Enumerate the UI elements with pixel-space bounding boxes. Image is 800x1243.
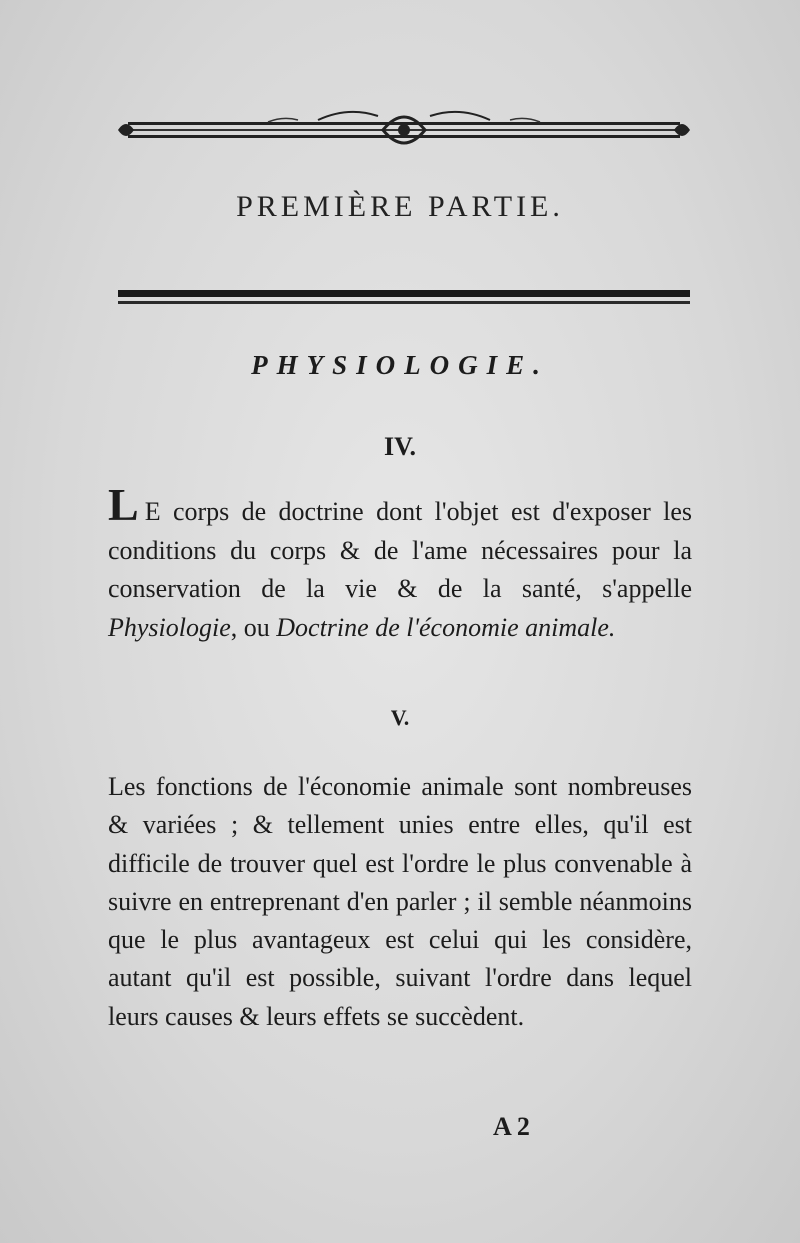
paragraph-iv-connector: , ou: [230, 612, 277, 642]
term-doctrine: Doctrine de l'économie animale.: [276, 612, 616, 642]
drop-cap: L: [108, 479, 139, 530]
paragraph-v: Les fonctions de l'économie animale sont nombreuses & variées ; & tellement unies entre elles, qu'il est difficile de trouver quel est l'ordre le plus convenable à suivre en entreprenant d'en parler ; il semble néanmoins que le plus avantageux est celui qui les considère, autant qu'il est possible, suivant l'ordre dans lequel leurs causes & leurs effets se succèdent.: [108, 772, 692, 1031]
term-physiologie: Physiologie: [108, 612, 231, 642]
ornamental-header-band: [118, 104, 690, 154]
section-numeral-v: V.: [390, 705, 410, 730]
divider-rule-thin: [118, 301, 690, 304]
signature-mark: A 2: [493, 1112, 530, 1141]
divider-rule-thick: [118, 290, 690, 297]
paragraph-iv: [108, 479, 692, 647]
section-title: PHYSIOLOGIE.: [251, 350, 549, 380]
paragraph-iv-text: E corps de doctrine dont l'objet est d'exposer les conditions du corps & de l'ame nécessaires pour la conservation de la vie & de la santé, s'appelle: [108, 497, 692, 603]
part-title: PREMIÈRE PARTIE.: [236, 190, 564, 223]
section-numeral-iv: IV.: [383, 432, 417, 461]
